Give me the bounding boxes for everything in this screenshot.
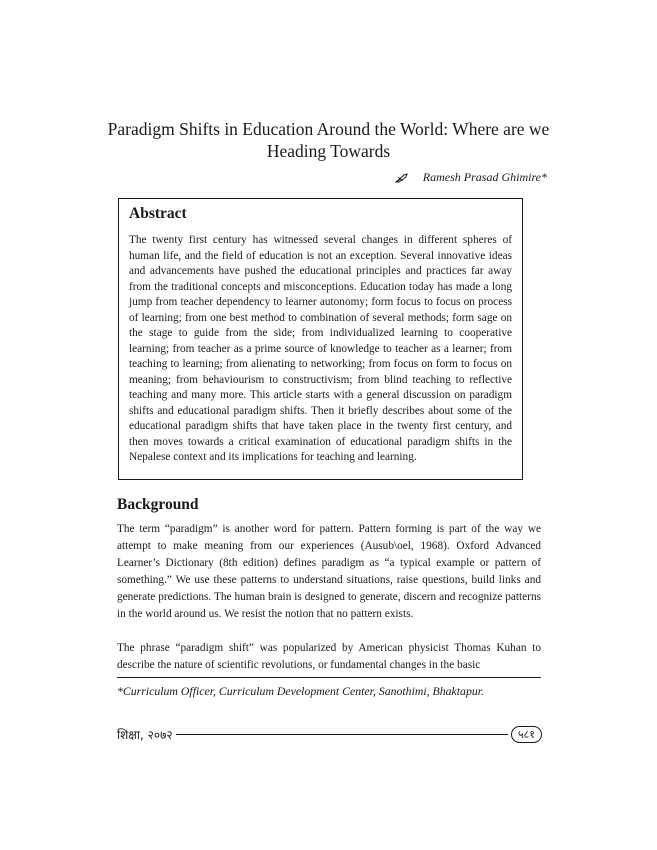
- footer-rule: [176, 734, 508, 735]
- footnote: *Curriculum Officer, Curriculum Development Center, Sanothimi, Bhaktapur.: [117, 684, 484, 698]
- background-paragraph-1: The term “paradigm” is another word for pattern. Pattern forming is part of the way we attempt to make meaning from our experiences (Ausub\oel, 1968). Oxford Advanced Learner’s Dictionary (8th edition) defines paradigm as “a typical example or pattern of something.” We use these patterns to understand situations, raise questions, build links and generate predictions. The human brain is designed to generate, discern and recognize patterns in the world around us. We resist the notion that no pattern exists.: [117, 523, 541, 620]
- footnote-divider: [117, 677, 541, 678]
- background-paragraph-2: The phrase “paradigm shift” was popularized by American physicist Thomas Kuhan to describe the nature of scientific revolutions, or fundamental changes in the basic: [117, 642, 541, 671]
- page-footer: [117, 724, 542, 744]
- abstract-box: [118, 198, 523, 480]
- author-line: [395, 170, 547, 185]
- journal-name: शिक्षा, २०७२: [117, 727, 173, 742]
- author-name: Ramesh Prasad Ghimire*: [422, 170, 547, 184]
- abstract-heading: Abstract: [129, 205, 187, 222]
- pen-nib-icon: [395, 173, 409, 183]
- article-title: Paradigm Shifts in Education Around the World: Where are we Heading Towards: [107, 119, 550, 161]
- background-heading: Background: [117, 496, 199, 513]
- abstract-text: The twenty first century has witnessed several changes in different spheres of human life, and the field of education is not an exception. Several innovative ideas and advancements have pushed the educational principles and practices far away from the traditional concepts and misconceptions. Education today has made a long jump from teacher dependency to learner autonomy; form focus to focus on process of learning; from one best method to combination of several methods; form sage on the stage to guide from the side; from individualized learning to cooperative learning; from teacher as a prime source of knowledge to teacher as a learner; from teaching to learning; from alienating to networking; from focus on form to focus on meaning; from behaviourism to constructivism; from blind teaching to reflective teaching and many more. This article starts with a general discussion on paradigm shifts and educational paradigm shifts. Then it briefly describes about some of the educational paradigm shifts that have taken place in the twenty first century, and then moves towards a critical examination of educational paradigm shifts in the Nepalese context and its implications for teaching and learning.: [129, 234, 512, 463]
- page-number: ५८१: [511, 726, 542, 743]
